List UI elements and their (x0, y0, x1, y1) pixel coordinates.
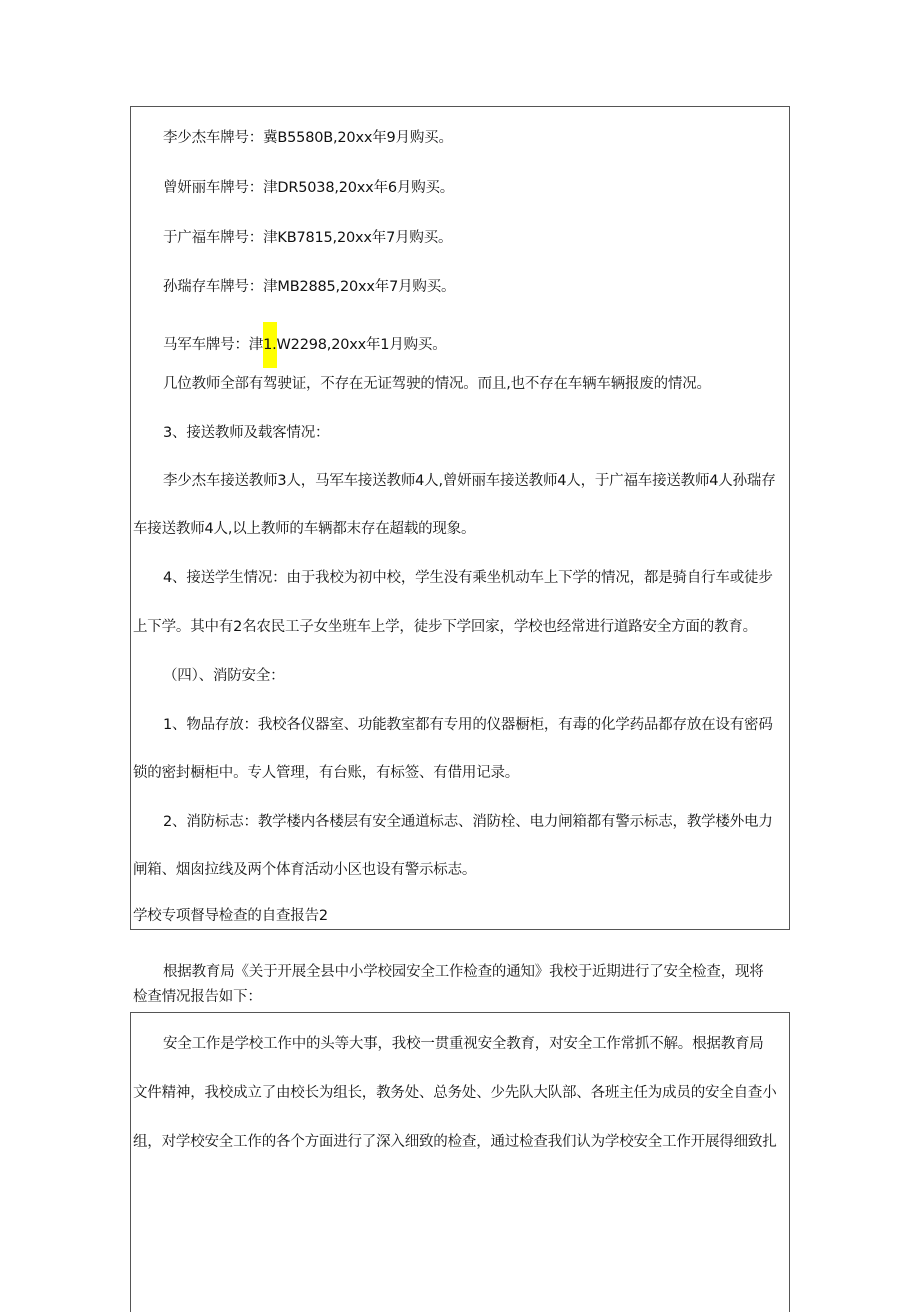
safety-paragraph-line-2: 文件精神，我校成立了由校长为组长，教务处、总务处、少先队大队部、各班主任为成员的安全自查小 (133, 1085, 777, 1101)
ma-line-after: W2298,20xx年1月购买。 (276, 337, 447, 353)
teacher-transport-line-1: 李少杰车接送教师3人，马军车接送教师4人,曾妍丽车接送教师4人，于广福车接送教师4人孙瑞存 (163, 473, 776, 489)
student-transport-line-1: 4、接送学生情况：由于我校为初中校，学生没有乘坐机动车上下学的情况，都是骑自行车或徒步 (163, 570, 773, 586)
report-2-title: 学校专项督导检查的自查报告2 (133, 908, 328, 924)
student-transport-line-2: 上下学。其中有2名农民工子女坐班车上学，徒步下学回家，学校也经常进行道路安全方面的教育。 (133, 619, 757, 635)
storage-line-2: 锁的密封橱柜中。专人管理，有台账，有标签、有借用记录。 (133, 765, 520, 781)
fire-signs-line-2: 闸箱、烟囱拉线及两个体育活动小区也设有警示标志。 (133, 862, 477, 878)
report-table-box-2 (130, 1012, 790, 1312)
car-plate-line-li: 李少杰车牌号：冀B5580B,20xx年9月购买。 (163, 130, 453, 146)
car-plate-line-ma (163, 322, 447, 368)
highlighted-text: 1. (263, 322, 276, 368)
fire-safety-heading: （四）、消防安全： (163, 668, 285, 684)
teacher-transport-line-2: 车接送教师4人,以上教师的车辆都末存在超载的现象。 (133, 521, 476, 537)
intro-line-1: 根据教育局《关于开展全县中小学校园安全工作检查的通知》我校于近期进行了安全检查，现将 (163, 964, 764, 980)
ma-line-before: 马军车牌号：津 (163, 337, 264, 353)
fire-signs-line-1: 2、消防标志：教学楼内各楼层有安全通道标志、消防栓、电力闸箱都有警示标志，教学楼外电力 (163, 814, 773, 830)
car-plate-line-yu: 于广福车牌号：津KB7815,20xx年7月购买。 (163, 230, 453, 246)
safety-paragraph-line-1: 安全工作是学校工作中的头等大事，我校一贯重视安全教育，对安全工作常抓不解。根据教育局 (163, 1036, 764, 1052)
license-paragraph: 几位教师全部有驾驶证，不存在无证驾驶的情况。而且,也不存在车辆车辆报废的情况。 (163, 376, 711, 392)
car-plate-line-sun: 孙瑞存车牌号：津MB2885,20xx年7月购买。 (163, 279, 456, 295)
safety-paragraph-line-3: 组，对学校安全工作的各个方面进行了深入细致的检查，通过检查我们认为学校安全工作开展得细致扎 (133, 1134, 777, 1150)
storage-line-1: 1、物品存放：我校各仪器室、功能教室都有专用的仪器橱柜，有毒的化学药品都存放在设有密码 (163, 717, 773, 733)
teacher-transport-heading: 3、接送教师及载客情况： (163, 425, 330, 441)
intro-line-2: 检查情况报告如下： (133, 989, 262, 1005)
car-plate-line-zeng: 曾妍丽车牌号：津DR5038,20xx年6月购买。 (163, 180, 455, 196)
